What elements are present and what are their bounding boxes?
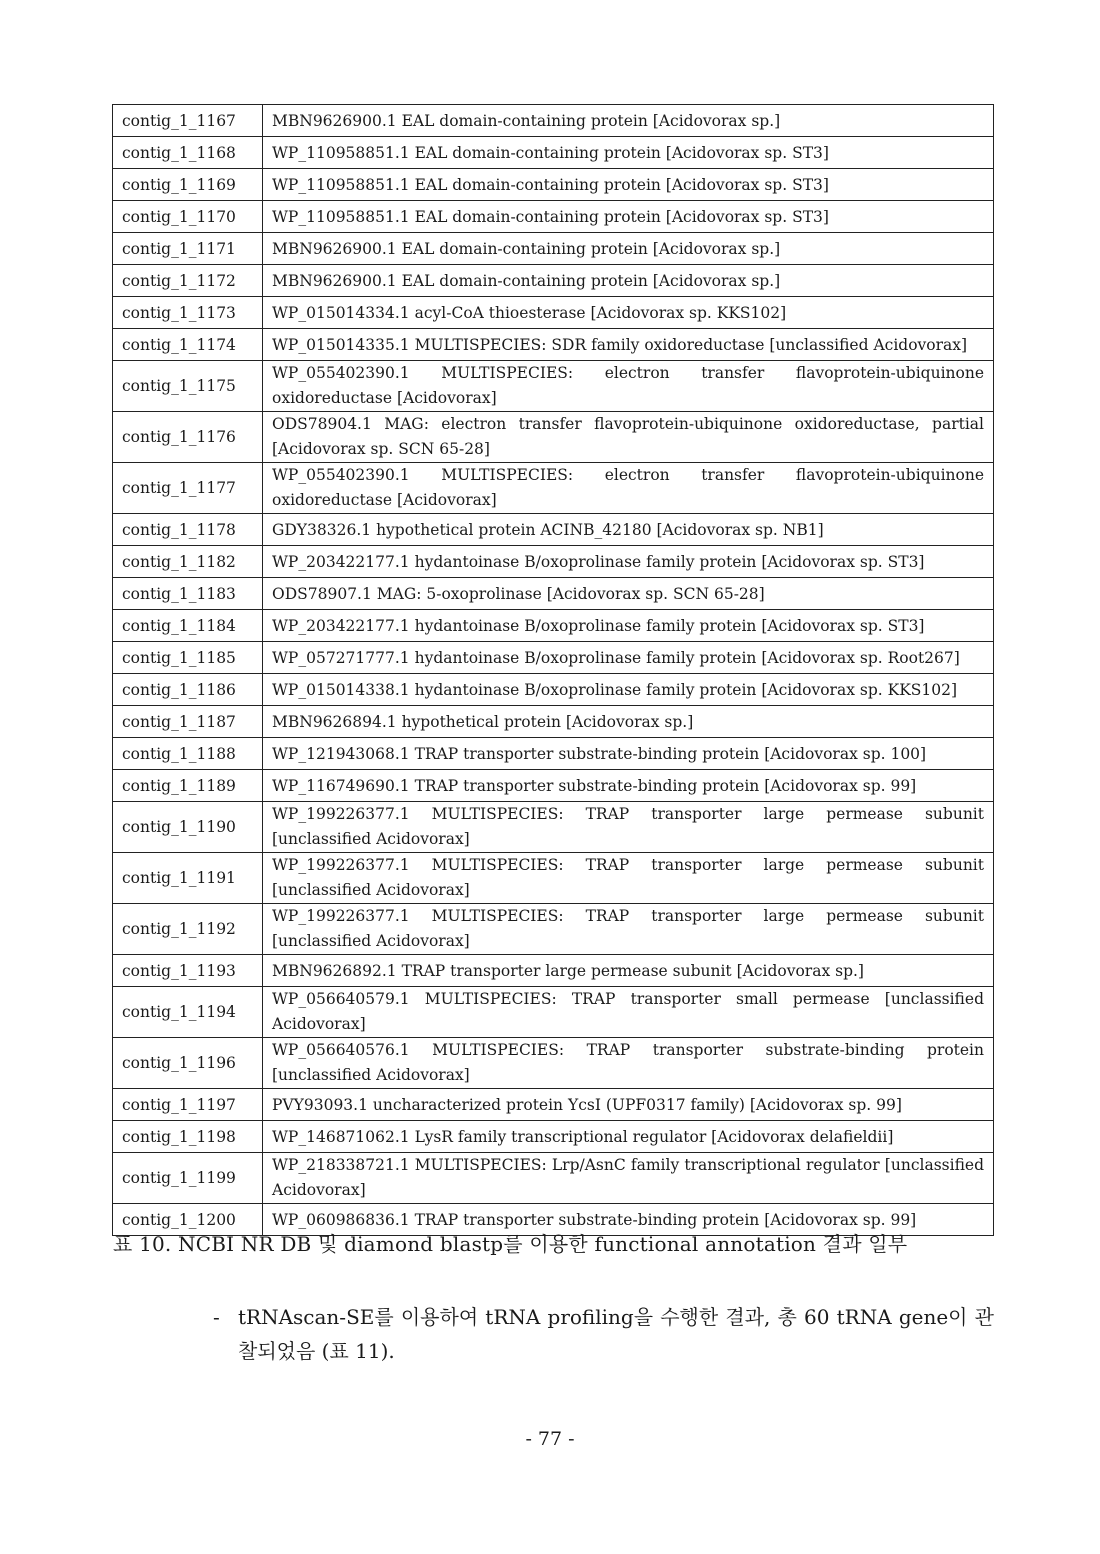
annotation-cell: MBN9626900.1 EAL domain-containing protein [Acidovorax sp.]	[263, 265, 994, 297]
annotation-cell: WP_199226377.1 MULTISPECIES: TRAP transporter large permease subunit [unclassified Acidovorax]	[263, 904, 994, 955]
contig-id-cell: contig_1_1183	[113, 578, 263, 610]
contig-id-cell: contig_1_1190	[113, 802, 263, 853]
contig-id-cell: contig_1_1187	[113, 706, 263, 738]
annotation-table-body	[113, 105, 994, 1236]
annotation-cell: WP_146871062.1 LysR family transcriptional regulator [Acidovorax delafieldii]	[263, 1121, 994, 1153]
annotation-cell: WP_203422177.1 hydantoinase B/oxoprolinase family protein [Acidovorax sp. ST3]	[263, 546, 994, 578]
contig-id-cell: contig_1_1176	[113, 412, 263, 463]
table-caption: 표 10. NCBI NR DB 및 diamond blastp를 이용한 functional annotation 결과 일부	[113, 1232, 908, 1256]
contig-id-cell: contig_1_1192	[113, 904, 263, 955]
annotation-cell: WP_055402390.1 MULTISPECIES: electron transfer flavoprotein-ubiquinone oxidoreductase [Acidovorax]	[263, 361, 994, 412]
contig-id-cell: contig_1_1199	[113, 1153, 263, 1204]
contig-id-cell: contig_1_1193	[113, 955, 263, 987]
table-row	[113, 169, 994, 201]
table-row	[113, 987, 994, 1038]
annotation-cell: WP_060986836.1 TRAP transporter substrate-binding protein [Acidovorax sp. 99]	[263, 1204, 994, 1236]
contig-id-cell: contig_1_1174	[113, 329, 263, 361]
table-row	[113, 802, 994, 853]
annotation-cell: MBN9626892.1 TRAP transporter large permease subunit [Acidovorax sp.]	[263, 955, 994, 987]
contig-id-cell: contig_1_1188	[113, 738, 263, 770]
table-row	[113, 770, 994, 802]
annotation-cell: WP_199226377.1 MULTISPECIES: TRAP transporter large permease subunit [unclassified Acidovorax]	[263, 853, 994, 904]
bullet-text: tRNAscan-SE를 이용하여 tRNA profiling을 수행한 결과, 총 60 tRNA gene이 관찰되었음 (표 11).	[238, 1305, 994, 1363]
annotation-cell: WP_199226377.1 MULTISPECIES: TRAP transporter large permease subunit [unclassified Acidovorax]	[263, 802, 994, 853]
contig-id-cell: contig_1_1182	[113, 546, 263, 578]
table-row	[113, 514, 994, 546]
annotation-cell: MBN9626900.1 EAL domain-containing protein [Acidovorax sp.]	[263, 105, 994, 137]
contig-id-cell: contig_1_1191	[113, 853, 263, 904]
annotation-cell: ODS78907.1 MAG: 5-oxoprolinase [Acidovorax sp. SCN 65-28]	[263, 578, 994, 610]
annotation-cell: MBN9626894.1 hypothetical protein [Acidovorax sp.]	[263, 706, 994, 738]
table-row	[113, 738, 994, 770]
table-row	[113, 412, 994, 463]
table-row	[113, 137, 994, 169]
contig-id-cell: contig_1_1197	[113, 1089, 263, 1121]
annotation-cell: WP_015014335.1 MULTISPECIES: SDR family oxidoreductase [unclassified Acidovorax]	[263, 329, 994, 361]
contig-id-cell: contig_1_1168	[113, 137, 263, 169]
annotation-cell: WP_121943068.1 TRAP transporter substrate-binding protein [Acidovorax sp. 100]	[263, 738, 994, 770]
annotation-cell: WP_015014338.1 hydantoinase B/oxoprolinase family protein [Acidovorax sp. KKS102]	[263, 674, 994, 706]
annotation-cell: WP_015014334.1 acyl-CoA thioesterase [Acidovorax sp. KKS102]	[263, 297, 994, 329]
annotation-table-wrapper	[112, 104, 994, 1236]
contig-id-cell: contig_1_1200	[113, 1204, 263, 1236]
annotation-cell: PVY93093.1 uncharacterized protein YcsI (UPF0317 family) [Acidovorax sp. 99]	[263, 1089, 994, 1121]
table-row	[113, 1121, 994, 1153]
table-row	[113, 674, 994, 706]
table-row	[113, 904, 994, 955]
table-row	[113, 1153, 994, 1204]
annotation-table	[112, 104, 994, 1236]
contig-id-cell: contig_1_1186	[113, 674, 263, 706]
table-row	[113, 361, 994, 412]
contig-id-cell: contig_1_1178	[113, 514, 263, 546]
contig-id-cell: contig_1_1170	[113, 201, 263, 233]
annotation-cell: GDY38326.1 hypothetical protein ACINB_42180 [Acidovorax sp. NB1]	[263, 514, 994, 546]
contig-id-cell: contig_1_1184	[113, 610, 263, 642]
table-row	[113, 233, 994, 265]
annotation-cell: WP_056640576.1 MULTISPECIES: TRAP transporter substrate-binding protein [unclassified Acidovorax]	[263, 1038, 994, 1089]
annotation-cell: WP_055402390.1 MULTISPECIES: electron transfer flavoprotein-ubiquinone oxidoreductase [Acidovorax]	[263, 463, 994, 514]
table-row	[113, 297, 994, 329]
contig-id-cell: contig_1_1177	[113, 463, 263, 514]
contig-id-cell: contig_1_1185	[113, 642, 263, 674]
table-row	[113, 1089, 994, 1121]
annotation-cell: ODS78904.1 MAG: electron transfer flavoprotein-ubiquinone oxidoreductase, partial [Acidovorax sp. SCN 65-28]	[263, 412, 994, 463]
table-row	[113, 578, 994, 610]
annotation-cell: MBN9626900.1 EAL domain-containing protein [Acidovorax sp.]	[263, 233, 994, 265]
bullet-dash: -	[213, 1305, 220, 1329]
annotation-cell: WP_110958851.1 EAL domain-containing protein [Acidovorax sp. ST3]	[263, 201, 994, 233]
table-row	[113, 610, 994, 642]
contig-id-cell: contig_1_1172	[113, 265, 263, 297]
contig-id-cell: contig_1_1173	[113, 297, 263, 329]
contig-id-cell: contig_1_1167	[113, 105, 263, 137]
annotation-cell: WP_218338721.1 MULTISPECIES: Lrp/AsnC family transcriptional regulator [unclassified Acidovorax]	[263, 1153, 994, 1204]
bullet-paragraph	[213, 1300, 994, 1368]
contig-id-cell: contig_1_1198	[113, 1121, 263, 1153]
page-number: - 77 -	[525, 1428, 575, 1450]
table-row	[113, 463, 994, 514]
table-row	[113, 265, 994, 297]
table-row	[113, 853, 994, 904]
table-row	[113, 706, 994, 738]
table-row	[113, 201, 994, 233]
annotation-cell: WP_203422177.1 hydantoinase B/oxoprolinase family protein [Acidovorax sp. ST3]	[263, 610, 994, 642]
annotation-cell: WP_110958851.1 EAL domain-containing protein [Acidovorax sp. ST3]	[263, 169, 994, 201]
table-row	[113, 955, 994, 987]
annotation-cell: WP_056640579.1 MULTISPECIES: TRAP transporter small permease [unclassified Acidovorax]	[263, 987, 994, 1038]
table-row	[113, 1038, 994, 1089]
table-row	[113, 546, 994, 578]
table-row	[113, 105, 994, 137]
contig-id-cell: contig_1_1175	[113, 361, 263, 412]
table-row	[113, 329, 994, 361]
contig-id-cell: contig_1_1169	[113, 169, 263, 201]
annotation-cell: WP_116749690.1 TRAP transporter substrate-binding protein [Acidovorax sp. 99]	[263, 770, 994, 802]
annotation-cell: WP_110958851.1 EAL domain-containing protein [Acidovorax sp. ST3]	[263, 137, 994, 169]
contig-id-cell: contig_1_1194	[113, 987, 263, 1038]
contig-id-cell: contig_1_1196	[113, 1038, 263, 1089]
contig-id-cell: contig_1_1189	[113, 770, 263, 802]
contig-id-cell: contig_1_1171	[113, 233, 263, 265]
annotation-cell: WP_057271777.1 hydantoinase B/oxoprolinase family protein [Acidovorax sp. Root267]	[263, 642, 994, 674]
table-row	[113, 642, 994, 674]
